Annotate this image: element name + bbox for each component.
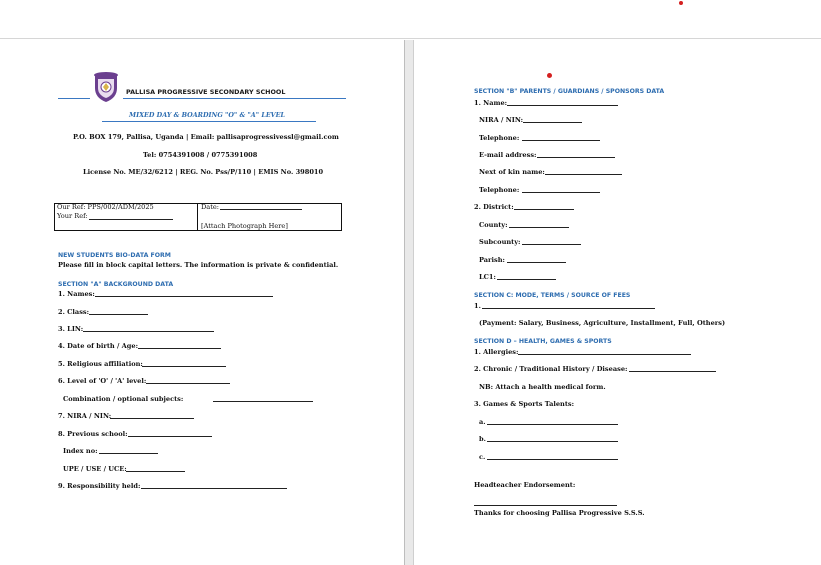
health-note: NB: Attach a health medical form.: [479, 383, 606, 391]
form-instructions: Please fill in block capital letters. The information is private & confidential.: [58, 261, 339, 269]
our-ref: Our Ref: PPS/002/ADM/2025: [57, 203, 154, 211]
guardian-input-nin[interactable]: [523, 122, 582, 123]
endorsement-label: Headteacher Endorsement:: [474, 481, 576, 489]
section-c-heading: SECTION C: MODE, TERMS / SOURCE OF FEES: [474, 292, 631, 299]
guardian-label-lc1: LC1:: [479, 273, 496, 281]
guardian-label-parish: Parish:: [479, 256, 505, 264]
games-input-c[interactable]: [487, 459, 618, 460]
field-input-names[interactable]: [95, 296, 273, 297]
field-label-level: 6. Level of 'O' / 'A' level:: [58, 377, 147, 385]
guardian-label-email: E-mail address:: [479, 151, 537, 159]
reference-box-divider: [197, 203, 198, 231]
games-label-c: c.: [479, 453, 486, 461]
field-label-index: Index no:: [63, 447, 98, 455]
app-toolbar-area: [0, 0, 821, 39]
section-d-heading: SECTION D – HEALTH, GAMES & SPORTS: [474, 338, 612, 345]
page-gutter: [404, 40, 414, 565]
field-label-nin: 7. NIRA / NIN:: [58, 412, 112, 420]
form-title: NEW STUDENTS BIO-DATA FORM: [58, 252, 171, 259]
field-label-names: 1. Names:: [58, 290, 95, 298]
header-rule-left: [58, 98, 90, 99]
guardian-input-district[interactable]: [514, 209, 574, 210]
guardian-label-nin: NIRA / NIN:: [479, 116, 524, 124]
guardian-label-next-of-kin: Next of kin name:: [479, 168, 545, 176]
red-marker-icon: [547, 73, 552, 78]
field-label-combination: Combination / optional subjects:: [63, 395, 184, 403]
guardian-input-next-of-kin[interactable]: [545, 174, 622, 175]
field-input-responsibility[interactable]: [141, 488, 287, 489]
guardian-input-telephone[interactable]: [522, 140, 600, 141]
your-ref-field[interactable]: [89, 219, 173, 220]
field-label-previous-school: 8. Previous school:: [58, 430, 128, 438]
field-label-responsibility: 9. Responsibility held:: [58, 482, 141, 490]
fees-item-label: 1.: [474, 302, 481, 310]
section-a-heading: SECTION "A" BACKGROUND DATA: [58, 281, 174, 288]
header-rule-right: [123, 98, 346, 99]
health-label-allergies: 1. Allergies:: [474, 348, 519, 356]
guardian-label-county: County:: [479, 221, 508, 229]
fees-input[interactable]: [482, 308, 655, 309]
guardian-input-subcounty[interactable]: [522, 244, 581, 245]
field-input-index[interactable]: [99, 453, 158, 454]
field-input-upe[interactable]: [126, 471, 185, 472]
games-label: 3. Games & Sports Talents:: [474, 400, 575, 408]
guardian-input-lc1[interactable]: [497, 279, 556, 280]
field-label-upe: UPE / USE / UCE:: [63, 465, 127, 473]
date-field[interactable]: [220, 209, 302, 210]
health-input-chronic[interactable]: [629, 371, 716, 372]
field-label-lin: 3. LIN:: [58, 325, 84, 333]
games-input-a[interactable]: [487, 424, 618, 425]
school-name: PALLISA PROGRESSIVE SECONDARY SCHOOL: [126, 88, 286, 96]
endorsement-signature-field[interactable]: [474, 505, 617, 506]
guardian-input-kin-telephone[interactable]: [522, 192, 600, 193]
health-input-allergies[interactable]: [518, 354, 691, 355]
field-label-class: 2. Class:: [58, 308, 90, 316]
guardian-label-kin-telephone: Telephone:: [479, 186, 520, 194]
field-label-religion: 5. Religious affiliation:: [58, 360, 143, 368]
games-label-a: a.: [479, 418, 486, 426]
guardian-label-name: 1. Name:: [474, 99, 508, 107]
games-input-b[interactable]: [487, 441, 618, 442]
field-label-dob: 4. Date of birth / Age:: [58, 342, 139, 350]
guardian-label-telephone: Telephone:: [479, 134, 520, 142]
red-marker-icon: [679, 1, 683, 5]
school-crest-icon: [90, 71, 122, 103]
guardian-label-district: 2. District:: [474, 203, 514, 211]
date-label: Date:: [201, 203, 219, 211]
thanks-message: Thanks for choosing Pallisa Progressive S.S.S.: [474, 509, 645, 517]
fees-note: (Payment: Salary, Business, Agriculture, Installment, Full, Others): [479, 319, 726, 327]
school-tagline: MIXED DAY & BOARDING "O" & "A" LEVEL: [129, 111, 286, 119]
guardian-input-email[interactable]: [537, 157, 615, 158]
your-ref-label: Your Ref:: [57, 212, 88, 220]
guardian-input-name[interactable]: [507, 105, 618, 106]
guardian-input-county[interactable]: [509, 227, 569, 228]
games-label-b: b.: [479, 435, 486, 443]
photo-placeholder[interactable]: [Attach Photograph Here]: [201, 222, 288, 230]
field-input-dob[interactable]: [138, 348, 221, 349]
field-input-previous-school[interactable]: [128, 436, 212, 437]
school-address: P.O. BOX 179, Pallisa, Uganda | Email: pallisaprogressivessl@gmail.com: [73, 133, 339, 141]
field-input-level[interactable]: [146, 383, 230, 384]
school-tel: Tel: 0754391008 / 0775391008: [143, 151, 258, 159]
field-input-nin[interactable]: [110, 418, 194, 419]
field-input-class[interactable]: [89, 314, 148, 315]
field-input-combination[interactable]: [213, 401, 313, 402]
health-label-chronic: 2. Chronic / Traditional History / Disease:: [474, 365, 628, 373]
section-b-heading: SECTION "B" PARENTS / GUARDIANS / SPONSORS DATA: [474, 88, 665, 95]
field-input-lin[interactable]: [83, 331, 214, 332]
guardian-input-parish[interactable]: [507, 262, 566, 263]
guardian-label-subcounty: Subcounty:: [479, 238, 521, 246]
field-input-religion[interactable]: [142, 366, 226, 367]
tagline-rule: [102, 121, 316, 122]
school-license: License No. ME/32/6212 | REG. No. Pss/P/110 | EMIS No. 398010: [83, 168, 324, 176]
